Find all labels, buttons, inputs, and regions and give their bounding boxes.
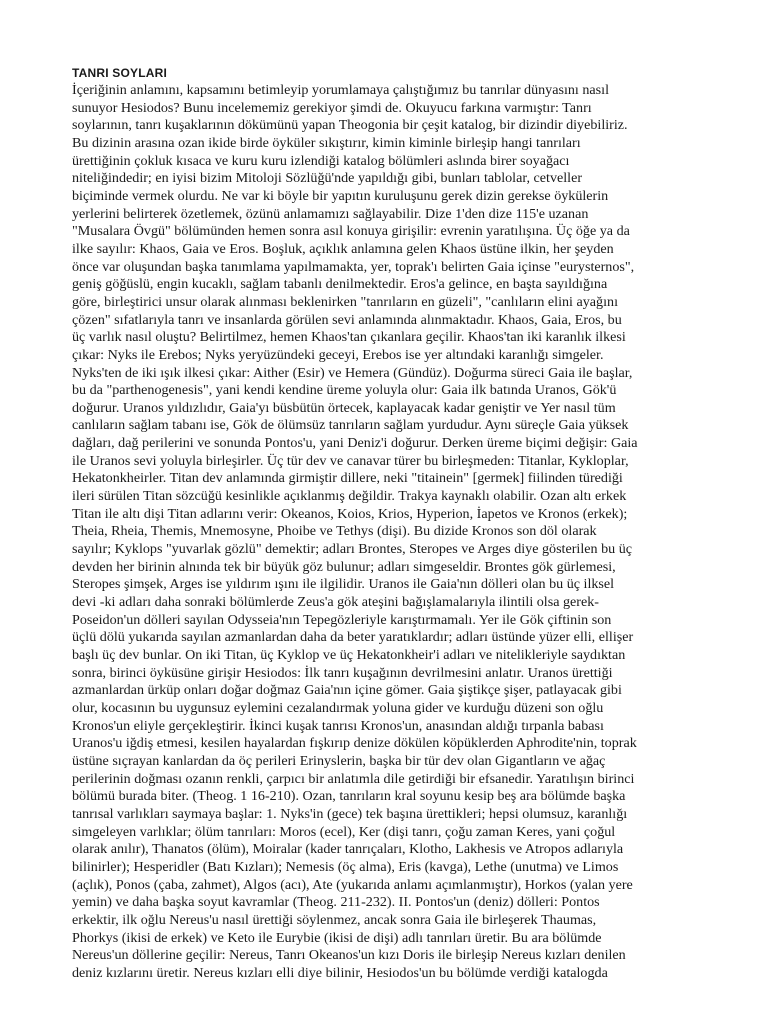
body-line: ile Uranos sevi yoluyla birleşirler. Üç tür dev ve canavar türer bu birleşmeden: Titanlar, Kykloplar, bbox=[72, 452, 629, 469]
document-body bbox=[72, 82, 704, 982]
body-line: dağları, dağ perilerini ve sonunda Pontos'u, yani Deniz'i doğurur. Derken üreme biçimi değişir: Gaia bbox=[72, 435, 638, 452]
body-line: soylarının, tanrı kuşaklarının dökümünü yapan Theogonia bir çeşit katalog, bir dizindir diyebiliriz. bbox=[72, 117, 628, 134]
body-line: İçeriğinin anlamını, kapsamını betimleyip yorumlamaya çalıştığımız bu tanrılar dünyasını nasıl bbox=[72, 82, 609, 98]
body-line: erkektir, ilk oğlu Nereus'u nasıl ürettiği söylenmez, ancak sonra Gaia ile birleşerek Thaumas, bbox=[72, 911, 597, 928]
body-line: Nyks'ten de iki ışık ilkesi çıkar: Aither (Esir) ve Hemera (Gündüz). Doğurma süreci Gaia ile başlar, bbox=[72, 364, 633, 381]
body-line: sonra, birinci öyküsüne girişir Hesiodos: İlk tanrı kuşağının devrilmesini anlatır. Uranos ürettiği bbox=[72, 664, 613, 681]
body-line: niteliğindedir; en iyisi bizim Mitoloji Sözlüğü'nde yapıldığı gibi, bunları tablolar, cetveller bbox=[72, 170, 583, 187]
body-line: doğurur. Uranos yıldızlıdır, Gaia'yı büsbütün örtecek, kaplayacak kadar geniştir ve Yer nasıl tüm bbox=[72, 399, 616, 416]
body-line: üstüne sıçrayan kanlardan da öç perileri Erinyslerin, başka bir tür dev olan Gigantların ve ağaç bbox=[72, 752, 606, 769]
body-line: ileri sürülen Titan sözcüğü kesinlikle açıklanmış değildir. Trakya kaynaklı olabilir. Ozan altı erkek bbox=[72, 488, 627, 505]
body-line: üç varlık nasıl oluştu? Belirtilmez, hemen Khaos'tan çıkanlara geçilir. Khaos'tan iki karanlık ilkesi bbox=[72, 329, 626, 346]
body-line: ürettiğinin çokluk kısaca ve kuru kuru izlendiği katalog bölümleri aslında birer soyağacı bbox=[72, 152, 570, 169]
body-line: (açlık), Ponos (çaba, zahmet), Algos (acı), Ate (yukarıda anlamı açımlanmıştır), Horkos (yalan yere bbox=[72, 876, 633, 893]
body-line: azmanlardan ürküp onları doğar doğmaz Gaia'nın içine gömer. Gaia şiştikçe şişer, patlayacak gibi bbox=[72, 682, 622, 699]
body-line: bu da "parthenogenesis", yani kendi kendine üreme yoluyla olur: Gaia ilk batında Uranos, Gök'ü bbox=[72, 382, 617, 399]
body-line: Phorkys (ikisi de erkek) ve Keto ile Eurybie (ikisi de dişi) adlı tanrıları üretir. Bu ara bölümde bbox=[72, 929, 602, 946]
body-line: perilerinin doğması ozanın renkli, çarpıcı bir anlatımla dile getirdiği bir efsanedir. Yaratılışın birinci bbox=[72, 770, 635, 787]
body-line: çıkar: Nyks ile Erebos; Nyks yeryüzündeki geceyi, Erebos ise yer altındaki karanlığı simgeler. bbox=[72, 346, 604, 363]
body-line: devden her birinin alnında tek bir büyük göz bulunur; adları simgeseldir. Brontes gök gürlemesi, bbox=[72, 558, 616, 575]
body-line: geniş göğüslü, engin kucaklı, sağlam tabanlı denilmektedir. Eros'a gelince, en başta sayıldığına bbox=[72, 276, 608, 293]
body-line: yemin) ve daha başka soyut kavramlar (Theog. 211-232). II. Pontos'un (deniz) dölleri: Pontos bbox=[72, 894, 600, 911]
body-line: Bu dizinin arasına ozan ikide birde öyküler sıkıştırır, kimin kiminle birleşip hangi tanrıları bbox=[72, 134, 581, 151]
body-line: önce var oluşundan başka tanımlama yapılmamakta, yer, toprak'ı belirten Gaia içinse "eurysternos", bbox=[72, 258, 635, 275]
body-line: Theia, Rheia, Themis, Mnemosyne, Phoibe ve Tethys (dişi). Bu dizide Kronos son döl olarak bbox=[72, 523, 597, 540]
document-content bbox=[72, 64, 704, 982]
body-line: olarak anılır), Thanatos (ölüm), Moiralar (kader tanrıçaları, Klotho, Lakhesis ve Atropos adlarıyla bbox=[72, 841, 624, 858]
body-line: Nereus'un döllerine geçilir: Nereus, Tanrı Okeanos'un kızı Doris ile birleşip Nereus kızları denilen bbox=[72, 947, 626, 964]
body-line: tanrısal varlıkları saymaya başlar: 1. Nyks'in (gece) tek başına ürettikleri; hepsi olumsuz, karanlığı bbox=[72, 805, 628, 822]
body-line: devi -ki adları daha sonraki bölümlerde Zeus'a gök ateşini bağışlamalarıyla ilintili olsa gerek- bbox=[72, 594, 599, 611]
document-title: TANRI SOYLARI bbox=[72, 66, 168, 80]
body-line: Steropes şimşek, Arges ise yıldırım ışını ile ilgilidir. Uranos ile Gaia'nın dölleri olan bu üç ilksel bbox=[72, 576, 615, 593]
body-line: ilke sayılır: Khaos, Gaia ve Eros. Boşluk, açıklık anlamına gelen Khaos üstüne ilkin, her şeyden bbox=[72, 240, 614, 257]
body-line: Poseidon'un dölleri sayılan Odysseia'nın Tepegözleriyle karıştırmamalı. Yer ile Gök çiftinin son bbox=[72, 611, 612, 628]
body-line: Hekatonkheirler. Titan dev anlamında girmiştir dillere, neki "titainein" [germek] fiilinden türediği bbox=[72, 470, 623, 487]
body-line: deniz kızlarını üretir. Nereus kızları elli diye bilinir, Hesiodos'un bu bölümde verdiği katalogda bbox=[72, 964, 608, 981]
body-line: yerlerini belirterek özetlemek, özünü anlamamızı sağlayabilir. Dize 1'den dize 115'e uzanan bbox=[72, 205, 589, 222]
body-line: bilinirler); Hesperidler (Batı Kızları); Nemesis (öç alma), Eris (kavga), Lethe (unutma) ve Limos bbox=[72, 858, 619, 875]
body-line: simgeleyen varlıklar; ölüm tanrıları: Moros (ecel), Ker (dişi tanrı, çoğu zaman Keres, yani çoğul bbox=[72, 823, 616, 840]
body-line: sunuyor Hesiodos? Bunu incelememiz gerekiyor şimdi de. Okuyucu farkına varmıştır: Tanrı bbox=[72, 99, 592, 116]
body-line: başlı üç dev bunlar. On iki Titan, üç Kyklop ve üç Hekatonkheir'i adları ve nitelikleriyle saydıktan bbox=[72, 647, 626, 663]
body-line: biçiminde vermek olurdu. Ne var ki böyle bir yapıtın kuruluşunu gerek dizin gerekse öykülerin bbox=[72, 187, 609, 204]
body-line: "Musalara Övgü" bölümünden hemen sonra asıl konuya girişilir: evrenin yaratılışına. Üç öğe ya da bbox=[72, 223, 630, 240]
body-line: Titan ile altı dişi Titan adlarını verir: Okeanos, Koios, Krios, Hyperion, İapetos ve Kronos (erkek); bbox=[72, 505, 628, 522]
body-line: sayılır; Kyklops "yuvarlak gözlü" demektir; adları Brontes, Steropes ve Arges diye gösterilen bu üç bbox=[72, 541, 632, 558]
body-line: göre, birleştirici unsur olarak alınması beklenirken "tanrıların en güzeli", "canlıların elini ayağını bbox=[72, 293, 618, 310]
body-line: çözen" sıfatlarıyla tanrı ve insanlarda görülen sevi anlamında alınmaktadır. Khaos, Gaia, Eros, bu bbox=[72, 311, 622, 328]
body-line: bölümü burada biter. (Theog. 1 16-210). Ozan, tanrıların kral soyunu kesip beş ara bölümde başka bbox=[72, 788, 626, 805]
body-line: olur, kocasının bu uygunsuz eylemini cezalandırmak yoluna gider ve kurduğu düzeni son oğlu bbox=[72, 699, 604, 716]
body-line: canlıların sağlam tabanı ise, Gök de ölümsüz tanrıların sağlam yurdudur. Aynı süreçle Gaia yüksek bbox=[72, 417, 629, 434]
body-line: Kronos'un eliyle gerçekleştirir. İkinci kuşak tanrısı Kronos'un, anasından aldığı tırpanla babası bbox=[72, 717, 604, 734]
body-line: üçlü dölü yukarıda sayılan azmanlardan daha da beter yaratıklardır; adları üstünde yüzer elli, ellişer bbox=[72, 629, 634, 646]
body-line: Uranos'u iğdiş etmesi, kesilen hayalardan fışkırıp denize dökülen köpüklerden Aphrodite'nin, toprak bbox=[72, 735, 637, 752]
